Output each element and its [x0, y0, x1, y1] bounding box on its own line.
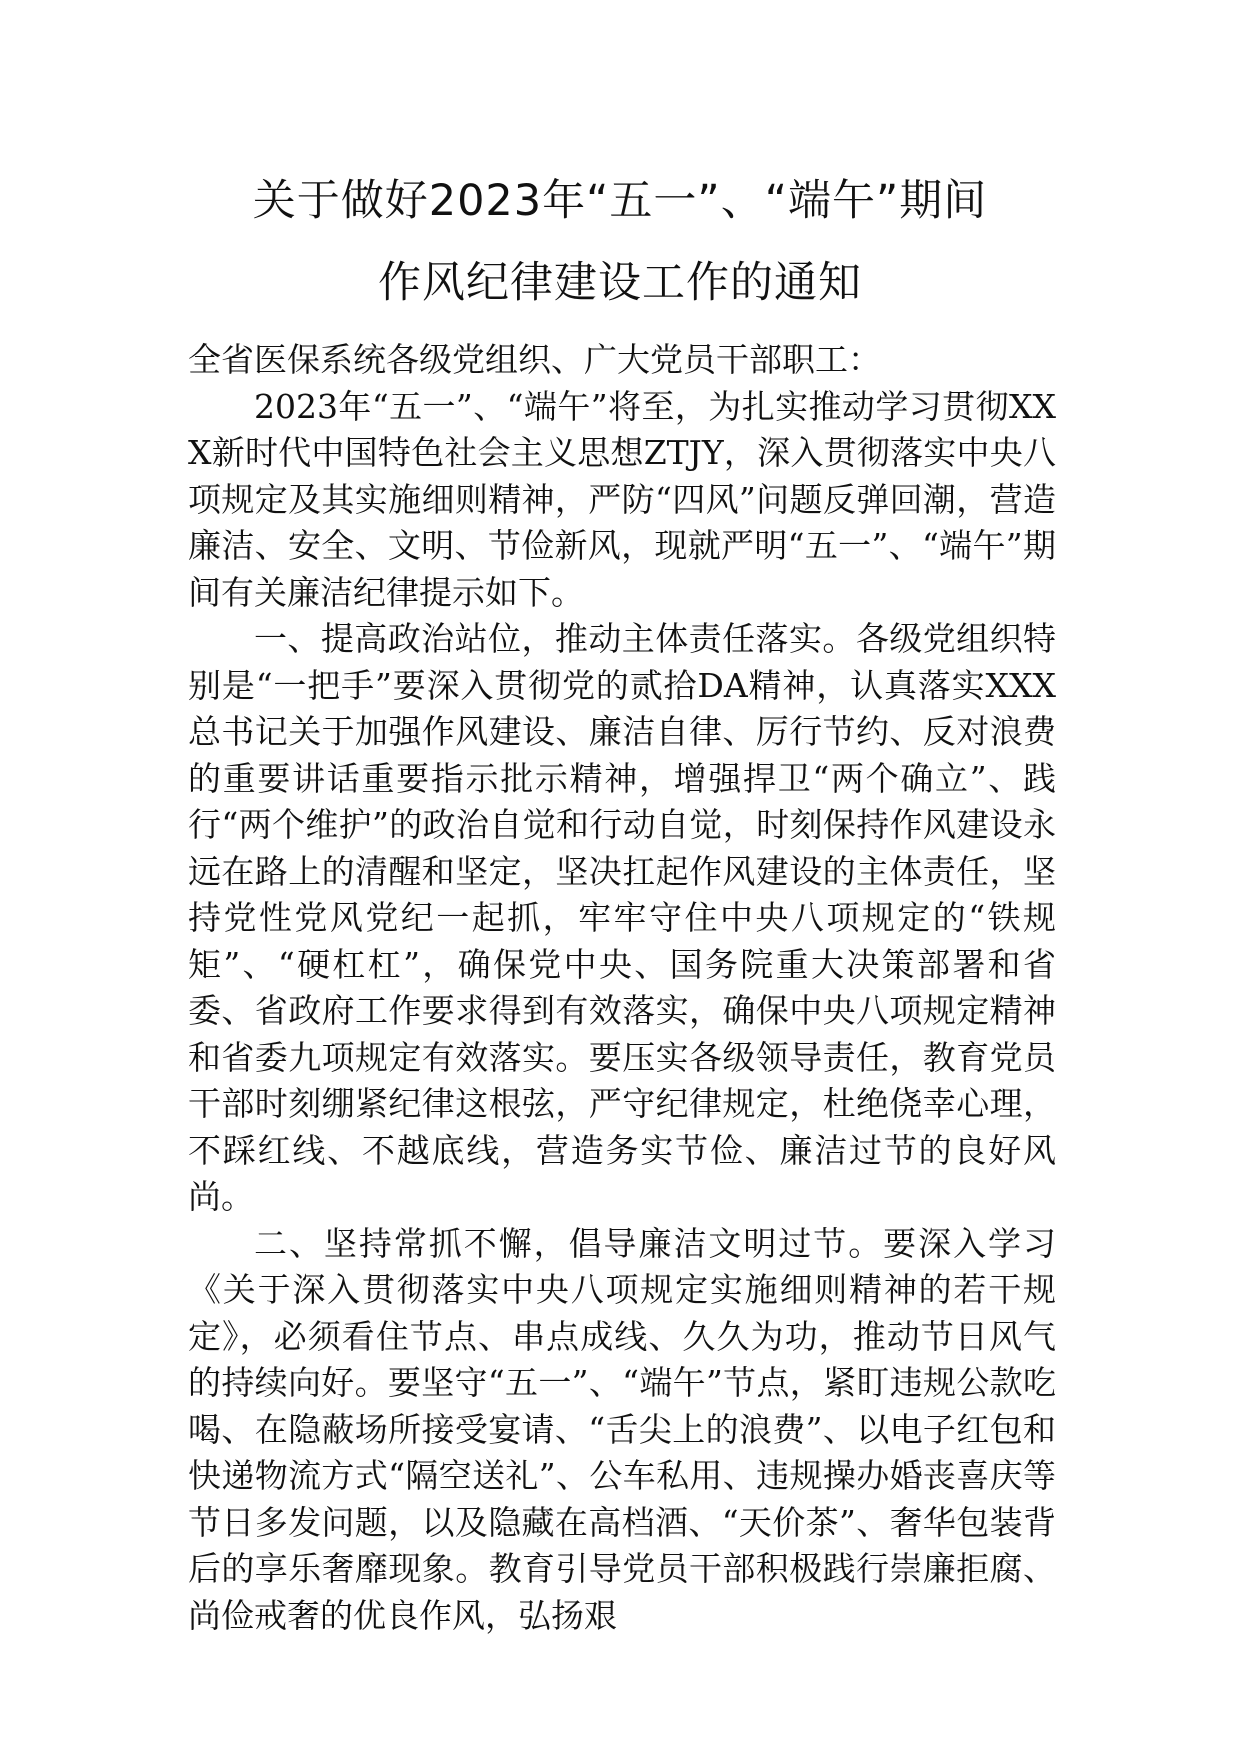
paragraph-section-1: 一、提高政治站位，推动主体责任落实。各级党组织特别是“一把手”要深入贯彻党的贰拾DA精神，认真落实XXX总书记关于加强作风建设、廉洁自律、厉行节约、反对浪费的重要讲话重要指示批示精神，增强捍卫“两个确立”、践行“两个维护”的政治自觉和行动自觉，时刻保持作风建设永远在路上的清醒和坚定，坚决扛起作风建设的主体责任，坚持党性党风党纪一起抓，牢牢守住中央八项规定的“铁规矩”、“硬杠杠”，确保党中央、国务院重大决策部署和省委、省政府工作要求得到有效落实，确保中央八项规定精神和省委九项规定有效落实。要压实各级领导责任，教育党员干部时刻绷紧纪律这根弦，严守纪律规定，杜绝侥幸心理，不踩红线、不越底线，营造务实节俭、廉洁过节的良好风尚。 [188, 619, 1056, 1216]
salutation: 全省医保系统各级党组织、广大党员干部职工： [188, 340, 881, 379]
title-line-2: 作风纪律建设工作的通知 [378, 258, 862, 308]
paragraph-intro: 2023年“五一”、“端午”将至，为扎实推动学习贯彻XXX新时代中国特色社会主义思想ZTJY，深入贯彻落实中央八项规定及其实施细则精神，严防“四风”问题反弹回潮，营造廉洁、安全、文明、节俭新风，现就严明“五一”、“端午”期间有关廉洁纪律提示如下。 [188, 386, 1056, 612]
paragraph-section-2: 二、坚持常抓不懈，倡导廉洁文明过节。要深入学习《关于深入贯彻落实中央八项规定实施细则精神的若干规定》，必须看住节点、串点成线、久久为功，推动节日风气的持续向好。要坚守“五一”、“端午”节点，紧盯违规公款吃喝、在隐蔽场所接受宴请、“舌尖上的浪费”、以电子红包和快递物流方式“隔空送礼”、公车私用、违规操办婚丧喜庆等节日多发问题，以及隐藏在高档酒、“天价茶”、奢华包装背后的享乐奢靡现象。教育引导党员干部积极践行崇廉拒腐、尚俭戒奢的优良作风，弘扬艰 [188, 1223, 1056, 1635]
document-body [188, 337, 1056, 1639]
document-title [150, 160, 1090, 324]
title-line-1: 关于做好2023年“五一”、“端午”期间 [252, 176, 988, 226]
